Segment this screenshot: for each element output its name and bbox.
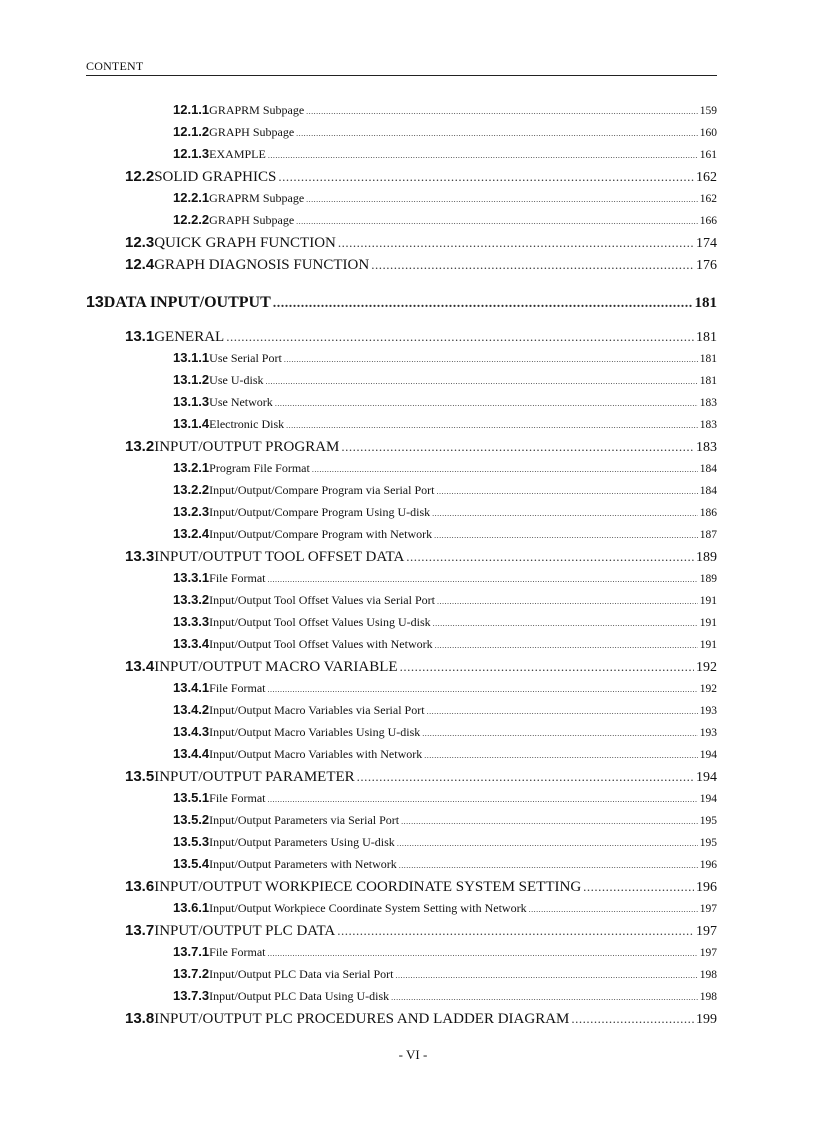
toc-entry-page: 198 bbox=[699, 991, 717, 1003]
dot-leader bbox=[436, 487, 697, 496]
dot-leader bbox=[433, 619, 698, 628]
toc-subsection-entry[interactable] bbox=[173, 724, 717, 740]
toc-section-entry[interactable] bbox=[125, 768, 717, 786]
toc-subsection-entry[interactable] bbox=[173, 636, 717, 652]
toc-entry-title: File Format bbox=[209, 571, 266, 585]
toc-entry-title: Input/Output Macro Variables with Network bbox=[209, 747, 423, 761]
toc-subsection-entry[interactable] bbox=[173, 900, 717, 916]
toc-subsection-entry[interactable] bbox=[173, 394, 717, 410]
toc-entry-title: Input/Output Tool Offset Values with Network bbox=[209, 637, 433, 651]
dot-leader bbox=[268, 685, 698, 694]
dot-leader bbox=[400, 659, 694, 675]
toc-entry-page: 197 bbox=[696, 924, 717, 939]
toc-entry-page: 192 bbox=[699, 683, 717, 695]
dot-leader bbox=[284, 355, 698, 364]
toc-entry-number: 13.2 bbox=[125, 438, 155, 455]
toc-subsection-entry[interactable] bbox=[173, 212, 717, 228]
toc-entry-title: INPUT/OUTPUT PLC PROCEDURES AND LADDER DIAGRAM bbox=[154, 1011, 570, 1027]
toc-entry-number: 13.4.3 bbox=[173, 724, 210, 739]
toc-entry-title: Input/Output/Compare Program Using U-disk bbox=[209, 505, 431, 519]
dot-leader bbox=[391, 993, 698, 1002]
toc-entry-number: 13.1 bbox=[125, 328, 155, 345]
toc-entry-page: 166 bbox=[699, 215, 717, 227]
header-title: CONTENT bbox=[86, 59, 144, 73]
toc-entry-number: 13.8 bbox=[125, 1010, 155, 1027]
toc-section-entry[interactable] bbox=[125, 438, 717, 456]
dot-leader bbox=[434, 531, 698, 540]
dot-leader bbox=[312, 465, 698, 474]
toc-entry-page: 184 bbox=[699, 485, 717, 497]
toc-section-entry[interactable] bbox=[125, 234, 717, 252]
toc-entry-page: 199 bbox=[696, 1012, 717, 1027]
toc-entry-page: 160 bbox=[699, 127, 717, 139]
dot-leader bbox=[296, 217, 698, 226]
toc-subsection-entry[interactable] bbox=[173, 746, 717, 762]
toc-entry-number: 12.2 bbox=[125, 168, 155, 185]
dot-leader bbox=[268, 151, 698, 160]
toc-entry-page: 176 bbox=[696, 258, 717, 273]
toc-entry-page: 191 bbox=[699, 595, 717, 607]
toc-entry-number: 13.3.1 bbox=[173, 570, 210, 585]
toc-subsection-entry[interactable] bbox=[173, 190, 717, 206]
toc-entry-title: INPUT/OUTPUT WORKPIECE COORDINATE SYSTEM SETTING bbox=[154, 879, 582, 895]
toc-section-entry[interactable] bbox=[125, 1010, 717, 1028]
toc-subsection-entry[interactable] bbox=[173, 680, 717, 696]
dot-leader bbox=[337, 923, 694, 939]
toc-section-entry[interactable] bbox=[125, 658, 717, 676]
toc-subsection-entry[interactable] bbox=[173, 856, 717, 872]
toc-entry-title: GRAPH Subpage bbox=[209, 213, 295, 227]
toc-subsection-entry[interactable] bbox=[173, 944, 717, 960]
toc-entry-number: 13.1.3 bbox=[173, 394, 210, 409]
toc-section-entry[interactable] bbox=[125, 328, 717, 346]
dot-leader bbox=[397, 839, 698, 848]
toc-entry-page: 193 bbox=[699, 705, 717, 717]
toc-subsection-entry[interactable] bbox=[173, 834, 717, 850]
toc-entry-number: 12.4 bbox=[125, 256, 155, 273]
toc-entry-title: Input/Output/Compare Program with Network bbox=[209, 527, 433, 541]
toc-entry-title: File Format bbox=[209, 681, 266, 695]
toc-entry-title: INPUT/OUTPUT PROGRAM bbox=[154, 439, 340, 455]
toc-entry-title: Input/Output Parameters with Network bbox=[209, 857, 397, 871]
toc-subsection-entry[interactable] bbox=[173, 526, 717, 542]
toc-entry-number: 13.1.2 bbox=[173, 372, 210, 387]
dot-leader bbox=[275, 399, 698, 408]
toc-entry-number: 13.4.4 bbox=[173, 746, 210, 761]
toc-entry-number: 13 bbox=[86, 294, 104, 311]
toc-entry-page: 181 bbox=[699, 353, 717, 365]
toc-entry-number: 13.4.2 bbox=[173, 702, 210, 717]
toc-subsection-entry[interactable] bbox=[173, 988, 717, 1004]
toc-subsection-entry[interactable] bbox=[173, 966, 717, 982]
toc-entry-title: INPUT/OUTPUT PARAMETER bbox=[154, 769, 355, 785]
toc-entry-page: 186 bbox=[699, 507, 717, 519]
toc-entry-page: 181 bbox=[694, 295, 717, 311]
toc-entry-page: 194 bbox=[696, 770, 717, 785]
toc-entry-title: Electronic Disk bbox=[209, 417, 285, 431]
toc-entry-page: 195 bbox=[699, 837, 717, 849]
toc-entry-title: Program File Format bbox=[209, 461, 310, 475]
toc-entry-title: Use Serial Port bbox=[209, 351, 282, 365]
toc-entry-title: INPUT/OUTPUT PLC DATA bbox=[154, 923, 336, 939]
toc-entry-number: 13.5.3 bbox=[173, 834, 210, 849]
toc-entry-number: 13.3.2 bbox=[173, 592, 210, 607]
toc-entry-number: 13.3.3 bbox=[173, 614, 210, 629]
toc-entry-number: 13.5.1 bbox=[173, 790, 210, 805]
toc-entry-title: SOLID GRAPHICS bbox=[154, 169, 277, 185]
toc-entry-page: 181 bbox=[699, 375, 717, 387]
toc-entry-number: 13.7.2 bbox=[173, 966, 210, 981]
dot-leader bbox=[401, 817, 698, 826]
toc-subsection-entry[interactable] bbox=[173, 124, 717, 140]
dot-leader bbox=[435, 641, 698, 650]
dot-leader bbox=[399, 861, 698, 870]
toc-entry-number: 12.1.1 bbox=[173, 102, 210, 117]
page-header bbox=[86, 58, 717, 76]
toc-entry-title: GRAPRM Subpage bbox=[209, 191, 305, 205]
dot-leader bbox=[583, 879, 694, 895]
toc-entry-number: 13.7.1 bbox=[173, 944, 210, 959]
toc-entry-page: 183 bbox=[699, 397, 717, 409]
toc-entry-page: 194 bbox=[699, 749, 717, 761]
toc-section-entry[interactable] bbox=[125, 922, 717, 940]
toc-entry-title: Use Network bbox=[209, 395, 273, 409]
toc-entry-title: DATA INPUT/OUTPUT bbox=[103, 294, 271, 311]
dot-leader bbox=[437, 597, 698, 606]
dot-leader bbox=[422, 729, 698, 738]
toc-entry-title: Input/Output/Compare Program via Serial Port bbox=[209, 483, 435, 497]
toc-subsection-entry[interactable] bbox=[173, 482, 717, 498]
toc-entry-page: 192 bbox=[696, 660, 717, 675]
toc-entry-title: Input/Output PLC Data Using U-disk bbox=[209, 989, 390, 1003]
toc-entry-title: File Format bbox=[209, 791, 266, 805]
dot-leader bbox=[265, 377, 697, 386]
toc-chapter-entry[interactable] bbox=[86, 294, 717, 312]
toc-entry-number: 13.2.1 bbox=[173, 460, 210, 475]
toc-entry-title: Input/Output Macro Variables Using U-disk bbox=[209, 725, 421, 739]
dot-leader bbox=[268, 949, 698, 958]
toc-entry-page: 191 bbox=[699, 617, 717, 629]
toc-entry-number: 13.1.1 bbox=[173, 350, 210, 365]
dot-leader bbox=[306, 107, 698, 116]
dot-leader bbox=[306, 195, 698, 204]
toc-entry-number: 12.1.3 bbox=[173, 146, 210, 161]
toc-subsection-entry[interactable] bbox=[173, 570, 717, 586]
toc-entry-page: 198 bbox=[699, 969, 717, 981]
toc-entry-title: Input/Output Tool Offset Values via Serial Port bbox=[209, 593, 435, 607]
toc-entry-title: GENERAL bbox=[154, 329, 225, 345]
toc-subsection-entry[interactable] bbox=[173, 460, 717, 476]
toc-entry-number: 13.2.4 bbox=[173, 526, 210, 541]
toc-entry-title: Input/Output Parameters Using U-disk bbox=[209, 835, 395, 849]
dot-leader bbox=[268, 795, 698, 804]
toc-entry-page: 162 bbox=[699, 193, 717, 205]
toc-entry-page: 183 bbox=[699, 419, 717, 431]
toc-entry-page: 196 bbox=[699, 859, 717, 871]
toc-entry-title: INPUT/OUTPUT MACRO VARIABLE bbox=[154, 659, 398, 675]
dot-leader bbox=[338, 235, 694, 251]
dot-leader bbox=[341, 439, 694, 455]
dot-leader bbox=[268, 575, 698, 584]
toc-entry-page: 191 bbox=[699, 639, 717, 651]
toc-subsection-entry[interactable] bbox=[173, 416, 717, 432]
toc-entry-number: 13.5.2 bbox=[173, 812, 210, 827]
toc-subsection-entry[interactable] bbox=[173, 350, 717, 366]
dot-leader bbox=[424, 751, 698, 760]
dot-leader bbox=[278, 169, 694, 185]
toc-entry-page: 162 bbox=[696, 170, 717, 185]
toc-entry-number: 12.2.2 bbox=[173, 212, 210, 227]
toc-entry-page: 181 bbox=[696, 330, 717, 345]
toc-entry-number: 12.2.1 bbox=[173, 190, 210, 205]
toc-entry-number: 13.5 bbox=[125, 768, 155, 785]
toc-entry-title: INPUT/OUTPUT TOOL OFFSET DATA bbox=[154, 549, 405, 565]
toc-entry-title: Input/Output PLC Data via Serial Port bbox=[209, 967, 394, 981]
toc-entry-page: 197 bbox=[699, 903, 717, 915]
toc-subsection-entry[interactable] bbox=[173, 146, 717, 162]
toc-section-entry[interactable] bbox=[125, 168, 717, 186]
toc-entry-page: 187 bbox=[699, 529, 717, 541]
toc-entry-title: Input/Output Workpiece Coordinate System Setting with Network bbox=[209, 901, 527, 915]
toc-subsection-entry[interactable] bbox=[173, 812, 717, 828]
page-number: - VI - bbox=[398, 1047, 428, 1062]
toc-entry-title: Input/Output Tool Offset Values Using U-disk bbox=[209, 615, 431, 629]
toc-entry-page: 189 bbox=[696, 550, 717, 565]
toc-subsection-entry[interactable] bbox=[173, 614, 717, 630]
toc-subsection-entry[interactable] bbox=[173, 790, 717, 806]
toc-entry-number: 13.3.4 bbox=[173, 636, 210, 651]
toc-entry-number: 13.1.4 bbox=[173, 416, 210, 431]
toc-entry-number: 12.1.2 bbox=[173, 124, 210, 139]
dot-leader bbox=[226, 329, 694, 345]
toc-entry-page: 161 bbox=[699, 149, 717, 161]
toc-entry-title: Input/Output Macro Variables via Serial Port bbox=[209, 703, 425, 717]
toc-entry-page: 159 bbox=[699, 105, 717, 117]
dot-leader bbox=[273, 296, 693, 312]
toc-entry-title: File Format bbox=[209, 945, 266, 959]
toc-entry-number: 12.3 bbox=[125, 234, 155, 251]
toc-entry-number: 13.3 bbox=[125, 548, 155, 565]
toc-entry-page: 197 bbox=[699, 947, 717, 959]
toc-entry-title: GRAPRM Subpage bbox=[209, 103, 305, 117]
dot-leader bbox=[371, 257, 694, 273]
dot-leader bbox=[357, 769, 694, 785]
toc-entry-number: 13.2.2 bbox=[173, 482, 210, 497]
toc-entry-number: 13.2.3 bbox=[173, 504, 210, 519]
dot-leader bbox=[395, 971, 697, 980]
toc-entry-page: 196 bbox=[696, 880, 717, 895]
toc-entry-title: QUICK GRAPH FUNCTION bbox=[154, 235, 336, 251]
toc-subsection-entry[interactable] bbox=[173, 504, 717, 520]
toc-subsection-entry[interactable] bbox=[173, 102, 717, 118]
toc-entry-number: 13.7 bbox=[125, 922, 155, 939]
dot-leader bbox=[427, 707, 698, 716]
toc-entry-title: GRAPH Subpage bbox=[209, 125, 295, 139]
toc-entry-page: 189 bbox=[699, 573, 717, 585]
dot-leader bbox=[406, 549, 694, 565]
toc-entry-page: 184 bbox=[699, 463, 717, 475]
toc-entry-title: Use U-disk bbox=[209, 373, 264, 387]
toc-entry-page: 183 bbox=[696, 440, 717, 455]
toc-subsection-entry[interactable] bbox=[173, 702, 717, 718]
toc-entry-page: 194 bbox=[699, 793, 717, 805]
toc-entry-number: 13.4.1 bbox=[173, 680, 210, 695]
toc-entry-page: 174 bbox=[696, 236, 717, 251]
toc-entry-page: 195 bbox=[699, 815, 717, 827]
toc-entry-title: GRAPH DIAGNOSIS FUNCTION bbox=[154, 257, 370, 273]
toc-entry-number: 13.6 bbox=[125, 878, 155, 895]
dot-leader bbox=[286, 421, 698, 430]
dot-leader bbox=[571, 1011, 694, 1027]
toc-section-entry[interactable] bbox=[125, 548, 717, 566]
toc-entry-title: EXAMPLE bbox=[209, 147, 266, 161]
toc-entry-number: 13.6.1 bbox=[173, 900, 210, 915]
toc-section-entry[interactable] bbox=[125, 878, 717, 896]
toc-section-entry[interactable] bbox=[125, 256, 717, 274]
toc-entry-number: 13.7.3 bbox=[173, 988, 210, 1003]
dot-leader bbox=[529, 905, 698, 914]
toc-entry-number: 13.5.4 bbox=[173, 856, 210, 871]
toc-subsection-entry[interactable] bbox=[173, 372, 717, 388]
toc-subsection-entry[interactable] bbox=[173, 592, 717, 608]
dot-leader bbox=[432, 509, 698, 518]
toc-entry-number: 13.4 bbox=[125, 658, 155, 675]
toc-entry-title: Input/Output Parameters via Serial Port bbox=[209, 813, 400, 827]
toc-entry-page: 193 bbox=[699, 727, 717, 739]
dot-leader bbox=[296, 129, 698, 138]
